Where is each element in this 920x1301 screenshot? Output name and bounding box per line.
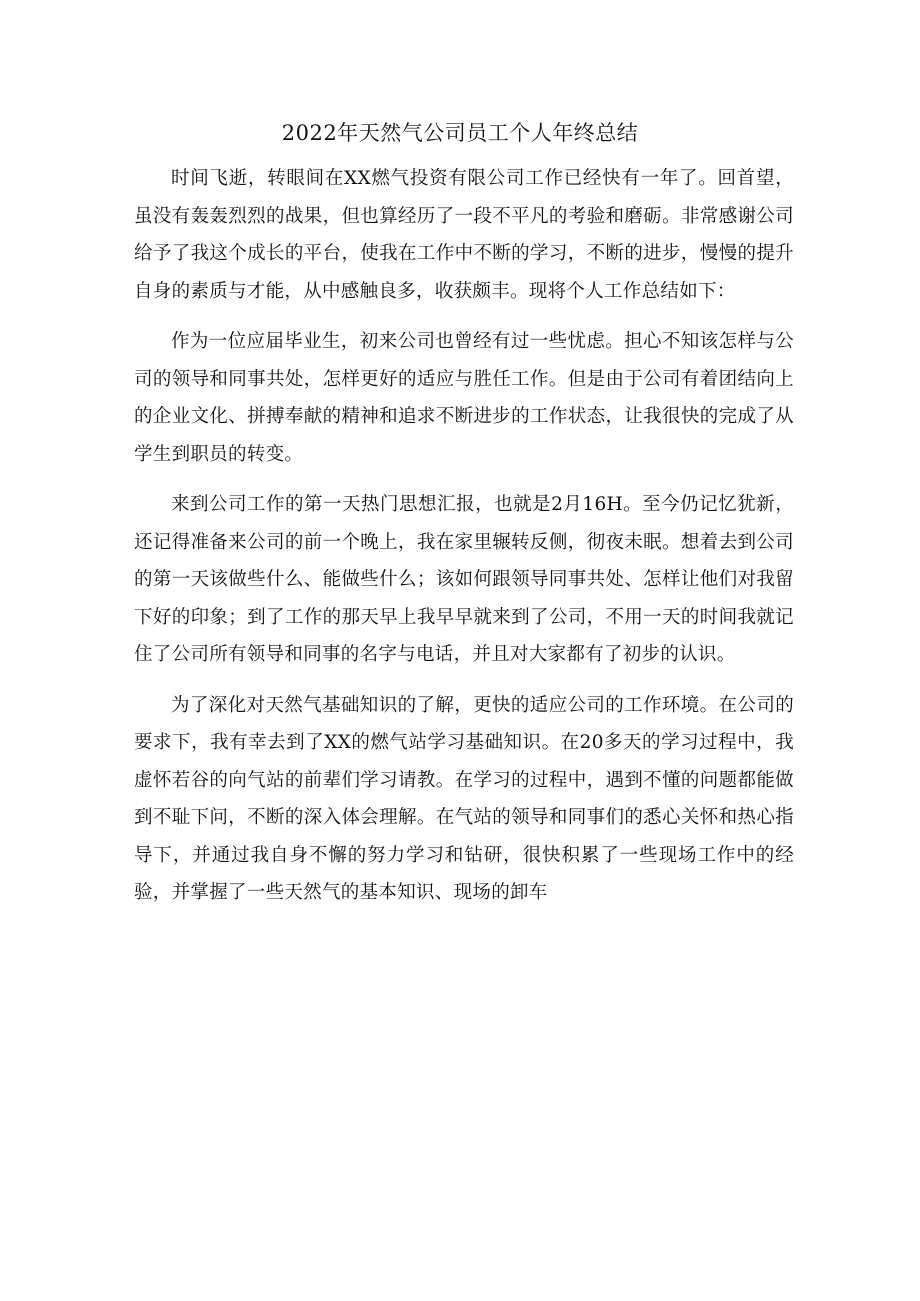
document-title: 2022年天然气公司员工个人年终总结 [281,121,639,145]
document-body [134,160,794,925]
paragraph-4: 为了深化对天然气基础知识的了解，更快的适应公司的工作环境。在公司的要求下，我有幸去到了XX的燃气站学习基础知识。在20多天的学习过程中，我虚怀若谷的向气站的前辈们学习请教。在学习的过程中，遇到不懂的问题都能做到不耻下问，不断的深入体会理解。在气站的领导和同事们的悉心关怀和热心指导下，并通过我自身不懈的努力学习和钻研，很快积累了一些现场工作中的经验，并掌握了一些天然气的基本知识、现场的卸车 [134,694,794,903]
paragraph-3: 来到公司工作的第一天热门思想汇报，也就是2月16H。至今仍记忆犹新，还记得准备来公司的前一个晚上，我在家里辗转反侧，彻夜未眠。想着去到公司的第一天该做些什么、能做些什么；该如何跟领导同事共处、怎样让他们对我留下好的印象；到了工作的那天早上我早早就来到了公司，不用一天的时间我就记住了公司所有领导和同事的名字与电话，并且对大家都有了初步的认识。 [134,494,794,665]
paragraph-2: 作为一位应届毕业生，初来公司也曾经有过一些忧虑。担心不知该怎样与公司的领导和同事共处，怎样更好的适应与胜任工作。但是由于公司有着团结向上的企业文化、拼搏奉献的精神和追求不断进步的工作状态，让我很快的完成了从学生到职员的转变。 [134,331,794,465]
paragraph-1: 时间飞逝，转眼间在XX燃气投资有限公司工作已经快有一年了。回首望，虽没有轰轰烈烈的战果，但也算经历了一段不平凡的考验和磨砺。非常感谢公司给予了我这个成长的平台，使我在工作中不断的学习，不断的进步，慢慢的提升自身的素质与才能，从中感触良多，收获颇丰。现将个人工作总结如下： [134,168,794,302]
